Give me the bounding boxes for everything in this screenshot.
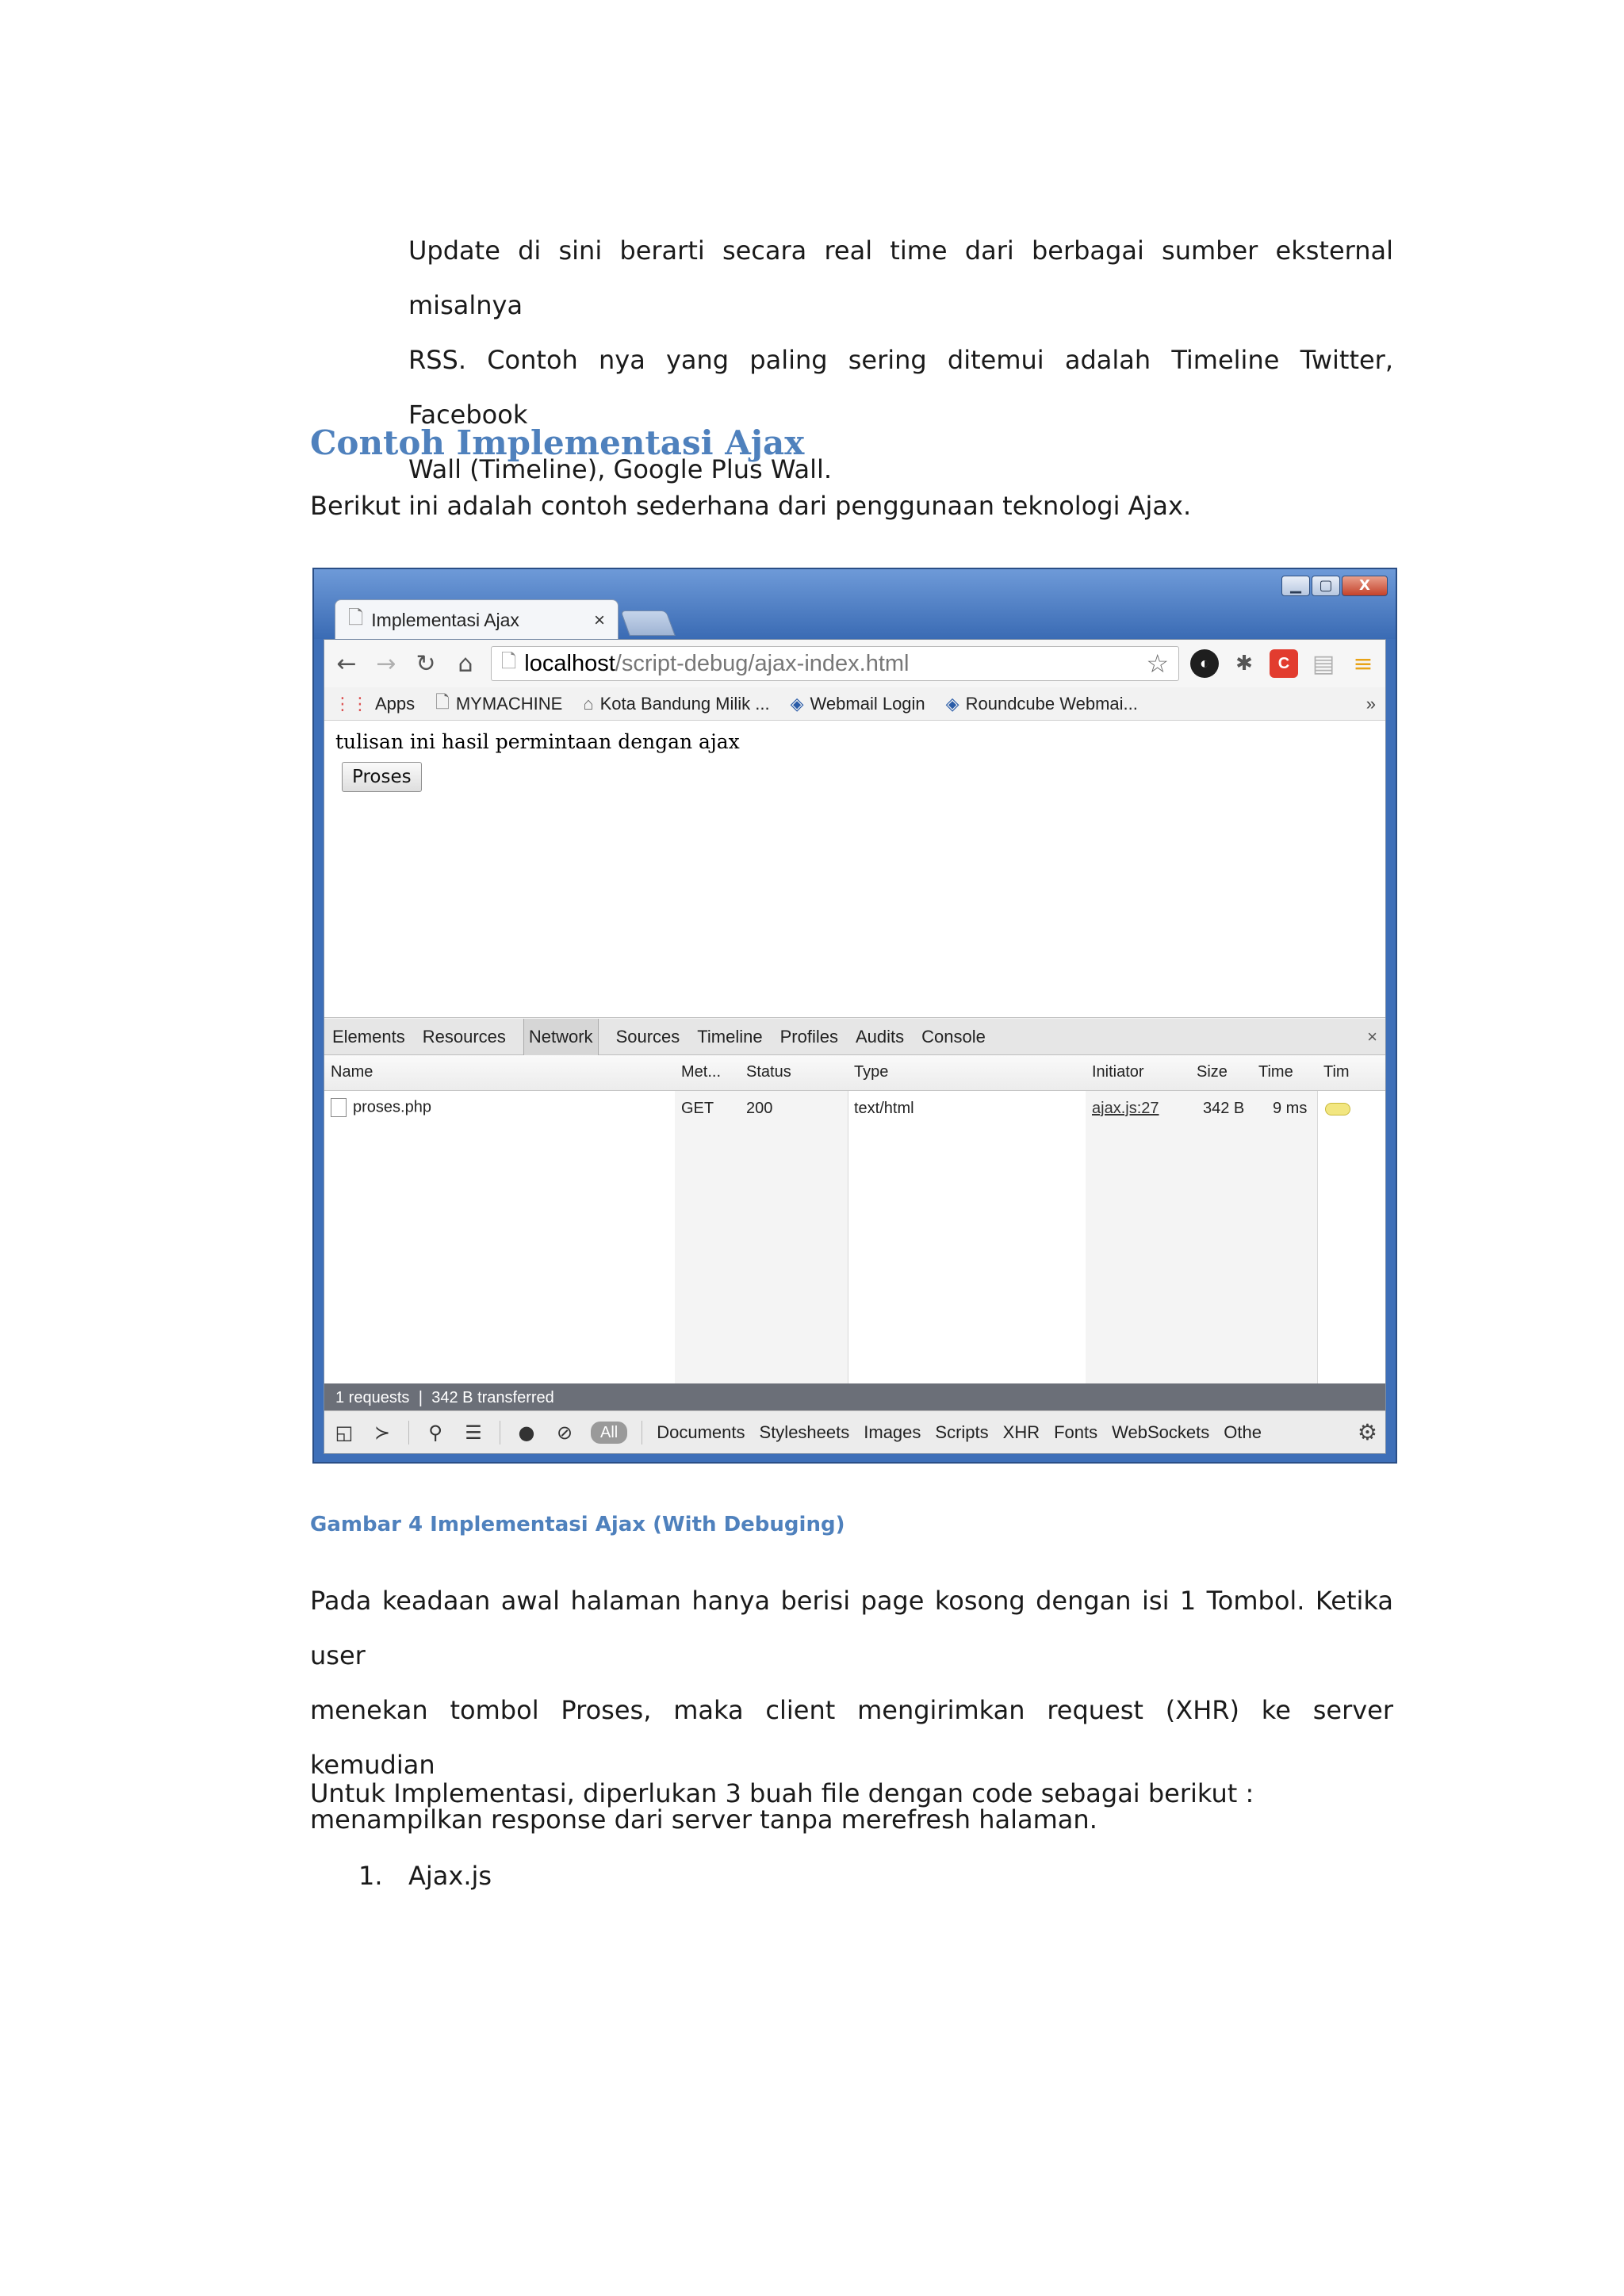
row-name-text: proses.php (353, 1098, 431, 1116)
bookmarks-bar (324, 687, 1385, 721)
intro-line: Wall (Timeline), Google Plus Wall. (408, 454, 833, 484)
intro-line: RSS. Contoh nya yang paling sering ditemui adalah Timeline Twitter, Facebook (408, 345, 1393, 430)
bookmarks-overflow-icon[interactable]: » (1365, 693, 1376, 714)
extension-icon[interactable]: ◐ (1190, 649, 1219, 678)
page-icon: 🗋 (501, 650, 517, 672)
implementation-intro: Untuk Implementasi, diperlukan 3 buah file dengan code sebagai berikut : (310, 1778, 1254, 1808)
devtools-close-icon[interactable]: × (1367, 1026, 1377, 1047)
header-initiator[interactable]: Initiator (1092, 1063, 1144, 1081)
page-viewport (324, 721, 1385, 1018)
row-name (331, 1098, 431, 1117)
window-close-icon[interactable]: X (1342, 576, 1388, 596)
proses-button[interactable]: Proses (342, 762, 422, 792)
clear-icon[interactable]: ⊘ (556, 1421, 573, 1444)
intro-line: Update di sini berarti secara real time dari berbagai sumber eksternal misalnya (408, 235, 1393, 320)
list-number: 1. (358, 1861, 383, 1891)
filter-xhr[interactable]: XHR (1002, 1422, 1040, 1442)
bookmark-star-icon[interactable]: ☆ (1146, 649, 1169, 678)
window-controls (1281, 576, 1388, 596)
section-heading: Contoh Implementasi Ajax (310, 423, 805, 462)
tab-timeline[interactable]: Timeline (697, 1026, 763, 1047)
menu-icon[interactable]: ≡ (1353, 649, 1373, 678)
row-method: GET (681, 1100, 714, 1117)
page-icon: 🗋 (435, 691, 450, 712)
tab-network[interactable]: Network (523, 1019, 599, 1055)
tab-console[interactable]: Console (921, 1026, 986, 1047)
filter-all[interactable]: All (591, 1422, 627, 1444)
browser-screenshot (312, 568, 1397, 1464)
row-size: 342 B (1203, 1100, 1245, 1117)
settings-gear-icon[interactable]: ⚙ (1357, 1420, 1377, 1445)
header-timeline[interactable]: Tim (1323, 1063, 1350, 1081)
bookmark-icon: ⌂ (583, 693, 594, 714)
record-icon[interactable]: ● (518, 1421, 535, 1444)
new-tab-button[interactable] (620, 610, 676, 636)
row-type: text/html (854, 1100, 914, 1117)
tab-profiles[interactable]: Profiles (779, 1026, 838, 1047)
separator (408, 1421, 409, 1445)
filter-documents[interactable]: Documents (657, 1422, 745, 1442)
devtools-tabs (324, 1019, 1385, 1055)
home-icon[interactable]: ⌂ (458, 649, 473, 678)
header-status[interactable]: Status (746, 1063, 791, 1081)
bookmark-label: Roundcube Webmai... (965, 693, 1138, 714)
apps-grid-icon: ⋮⋮ (334, 693, 369, 714)
row-time: 9 ms (1273, 1100, 1308, 1117)
section-intro: Berikut ini adalah contoh sederhana dari penggunaan teknologi Ajax. (310, 491, 1192, 521)
header-size[interactable]: Size (1197, 1063, 1228, 1081)
tab-elements[interactable]: Elements (332, 1026, 405, 1047)
notes-icon[interactable]: ▤ (1312, 649, 1335, 678)
extension-c-icon[interactable]: C (1270, 649, 1298, 678)
filter-images[interactable]: Images (864, 1422, 921, 1442)
header-time[interactable]: Time (1258, 1063, 1293, 1081)
filter-websockets[interactable]: WebSockets (1112, 1422, 1210, 1442)
header-type[interactable]: Type (854, 1063, 889, 1081)
globe-icon: ◈ (945, 693, 959, 714)
tab-sources[interactable]: Sources (615, 1026, 680, 1047)
url-path: /script-debug/ajax-index.html (615, 650, 910, 676)
url-host: localhost (524, 650, 615, 676)
minimize-icon[interactable]: ▁ (1281, 576, 1310, 596)
body-line: menekan tombol Proses, maka client mengirimkan request (XHR) ke server kemudian (310, 1695, 1393, 1780)
bookmark-apps[interactable] (334, 694, 415, 714)
bookmark-label: Apps (375, 693, 416, 714)
file-list-item (358, 1849, 492, 1904)
bookmark-mymachine[interactable] (435, 689, 562, 719)
filter-scripts[interactable]: Scripts (935, 1422, 989, 1442)
header-method[interactable]: Met... (681, 1063, 722, 1081)
reload-icon[interactable]: ↻ (416, 649, 436, 678)
filter-stylesheets[interactable]: Stylesheets (759, 1422, 850, 1442)
filter-other[interactable]: Othe (1224, 1422, 1262, 1442)
bookmark-label: MYMACHINE (455, 693, 563, 714)
timeline-bar (1325, 1103, 1350, 1115)
bookmark-label: Webmail Login (810, 693, 925, 714)
network-summary: 1 requests ❘ 342 B transferred (324, 1383, 1385, 1410)
bug-extension-icon[interactable]: ✱ (1235, 652, 1253, 675)
console-drawer-icon[interactable]: ≻ (373, 1421, 391, 1444)
url-text (524, 651, 1138, 677)
maximize-icon[interactable]: ▢ (1312, 576, 1340, 596)
address-bar[interactable] (491, 646, 1179, 681)
network-table (324, 1055, 1385, 1383)
body-line: menampilkan response dari server tanpa merefresh halaman. (310, 1804, 1097, 1835)
ajax-result-text: tulisan ini hasil permintaan dengan ajax (335, 730, 740, 753)
row-initiator-link[interactable]: ajax.js:27 (1092, 1100, 1159, 1117)
tab-close-icon[interactable]: × (593, 609, 605, 631)
tab-title: Implementasi Ajax (371, 610, 519, 630)
browser-tab[interactable] (335, 599, 619, 641)
search-icon[interactable]: ⚲ (428, 1421, 442, 1444)
forward-icon[interactable]: → (376, 649, 396, 678)
devtools-bottom-bar (324, 1410, 1385, 1453)
back-icon[interactable]: ← (336, 649, 357, 678)
file-icon (331, 1098, 347, 1117)
list-view-icon[interactable]: ☰ (465, 1421, 482, 1444)
dock-icon[interactable]: ◱ (335, 1421, 354, 1444)
header-name[interactable]: Name (331, 1063, 373, 1081)
bookmark-label: Kota Bandung Milik ... (599, 693, 770, 714)
row-status: 200 (746, 1100, 773, 1117)
page-icon: 🗋 (348, 607, 364, 629)
bookmark-webmail[interactable] (791, 694, 925, 714)
bookmark-kota-bandung[interactable] (583, 694, 769, 714)
tab-audits[interactable]: Audits (855, 1026, 905, 1047)
list-text: Ajax.js (408, 1861, 492, 1891)
browser-body (324, 639, 1386, 1454)
figure-caption: Gambar 4 Implementasi Ajax (With Debuging) (310, 1513, 845, 1536)
browser-toolbar (324, 640, 1385, 687)
tab-resources[interactable]: Resources (422, 1026, 506, 1047)
filter-fonts[interactable]: Fonts (1054, 1422, 1098, 1442)
globe-icon: ◈ (790, 693, 804, 714)
bookmark-roundcube[interactable] (946, 694, 1138, 714)
body-line: Pada keadaan awal halaman hanya berisi page kosong dengan isi 1 Tombol. Ketika user (310, 1586, 1393, 1670)
